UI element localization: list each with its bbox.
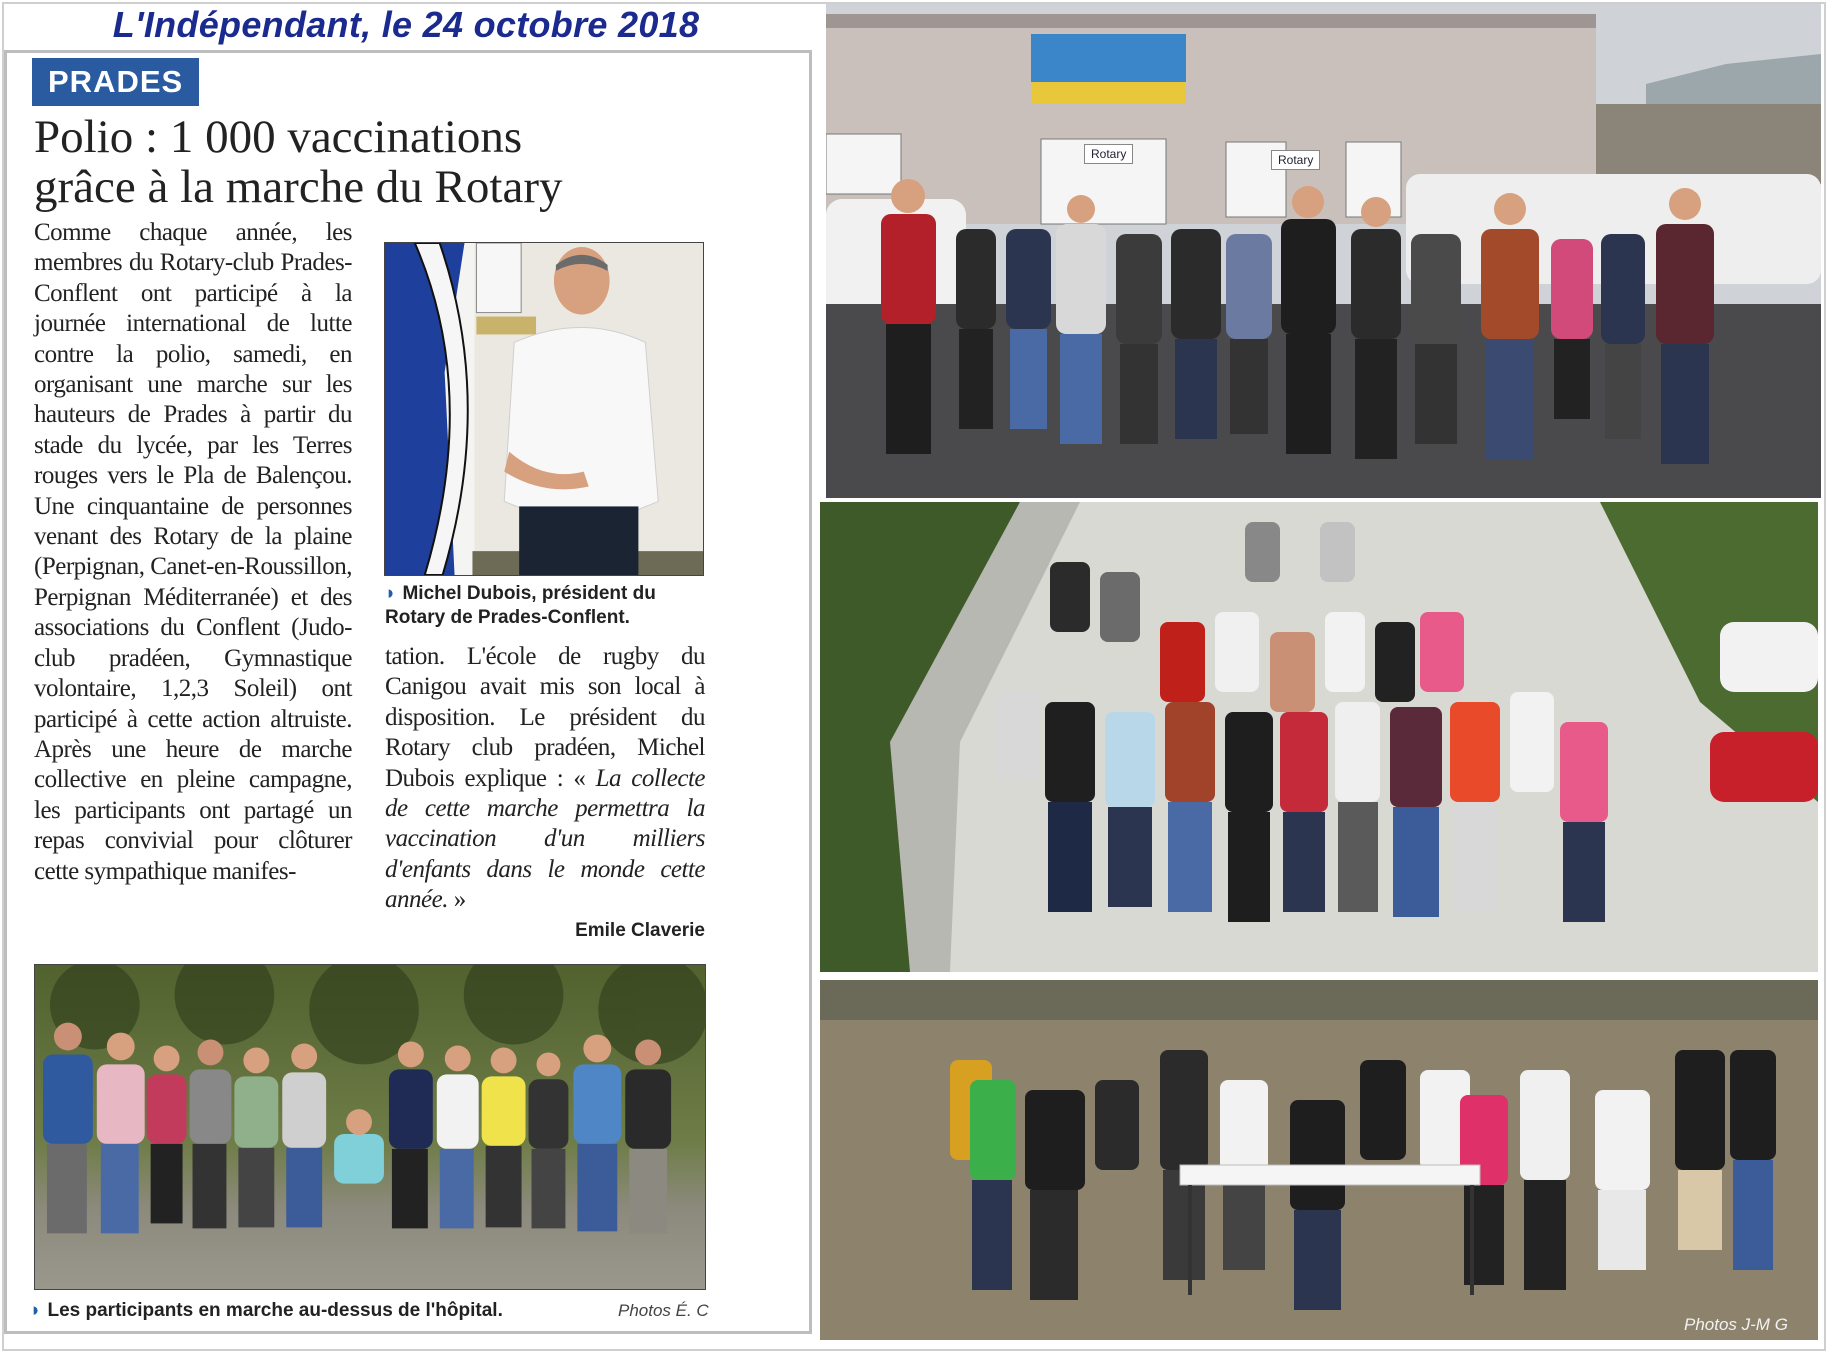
picnic-photo [820,980,1818,1340]
rotary-sign-2: Rotary [1271,150,1320,170]
dateline: L'Indépendant, le 24 octobre 2018 [112,4,700,45]
group-caption-text: Les participants en marche au-dessus de l'hôpital. [47,1300,503,1321]
right-pointing-triangle-icon: ◗ [30,1300,42,1321]
portrait-caption-text: Michel Dubois, président du Rotary de Prades-Conflent. [385,583,656,628]
column-2-quote: La collecte de cette marche permettra la vaccination d'un milliers d'enfants dans le monde cette année. [385,764,705,914]
rotary-sign-1: Rotary [1084,144,1133,164]
article-column-2 [385,642,705,916]
portrait-caption [385,582,715,630]
column-2-quote-close: » [453,886,466,914]
group-photo [34,964,706,1290]
portrait-photo [384,242,704,576]
headline-line-1: Polio : 1 000 vaccinations [34,111,523,163]
photos-credit: Photos J-M G [1684,1315,1788,1334]
group-caption [30,1299,590,1323]
column-1-text: Comme chaque année, les membres du Rotary-club Prades-Conflent ont participé à la journée international de lutte contre la polio, samedi, en organisant une marche sur les hauteurs de Prades à partir du stade du lycée, par les Terres rouges vers le Pla de Balençou. Une cinquantaine de personnes venant des Rotary de la plaine (Perpignan, Canet-en-Roussillon, Perpignan Méditerranée) et des associations du Conflent (Judo-club pradéen, Gymnastique volontaire, 1,2,3 Soleil) ont participé à cette action altruiste. Après une heure de marche collective en pleine campagne, les participants ont partagé un repas convivial pour clôturer cette sympathique manifes- [34,219,352,885]
article-column-1 [34,218,352,887]
clipping-photo-credit: Photos É. C [618,1301,709,1320]
departure-photo [826,4,1821,498]
column-2-paragraph [385,642,705,916]
article-author: Emile Claverie [575,920,705,941]
article-headline [34,112,714,212]
right-pointing-triangle-icon: ◗ [385,583,397,604]
column-2-text: tation. L'école de rugby du Canigou avait mis son local à disposition. Le président du Rotary club pradéen, Michel Dubois explique : « [385,643,705,792]
section-tag: PRADES [32,58,199,106]
headline-line-2: grâce à la marche du Rotary [34,161,563,213]
walking-photo [820,502,1818,972]
